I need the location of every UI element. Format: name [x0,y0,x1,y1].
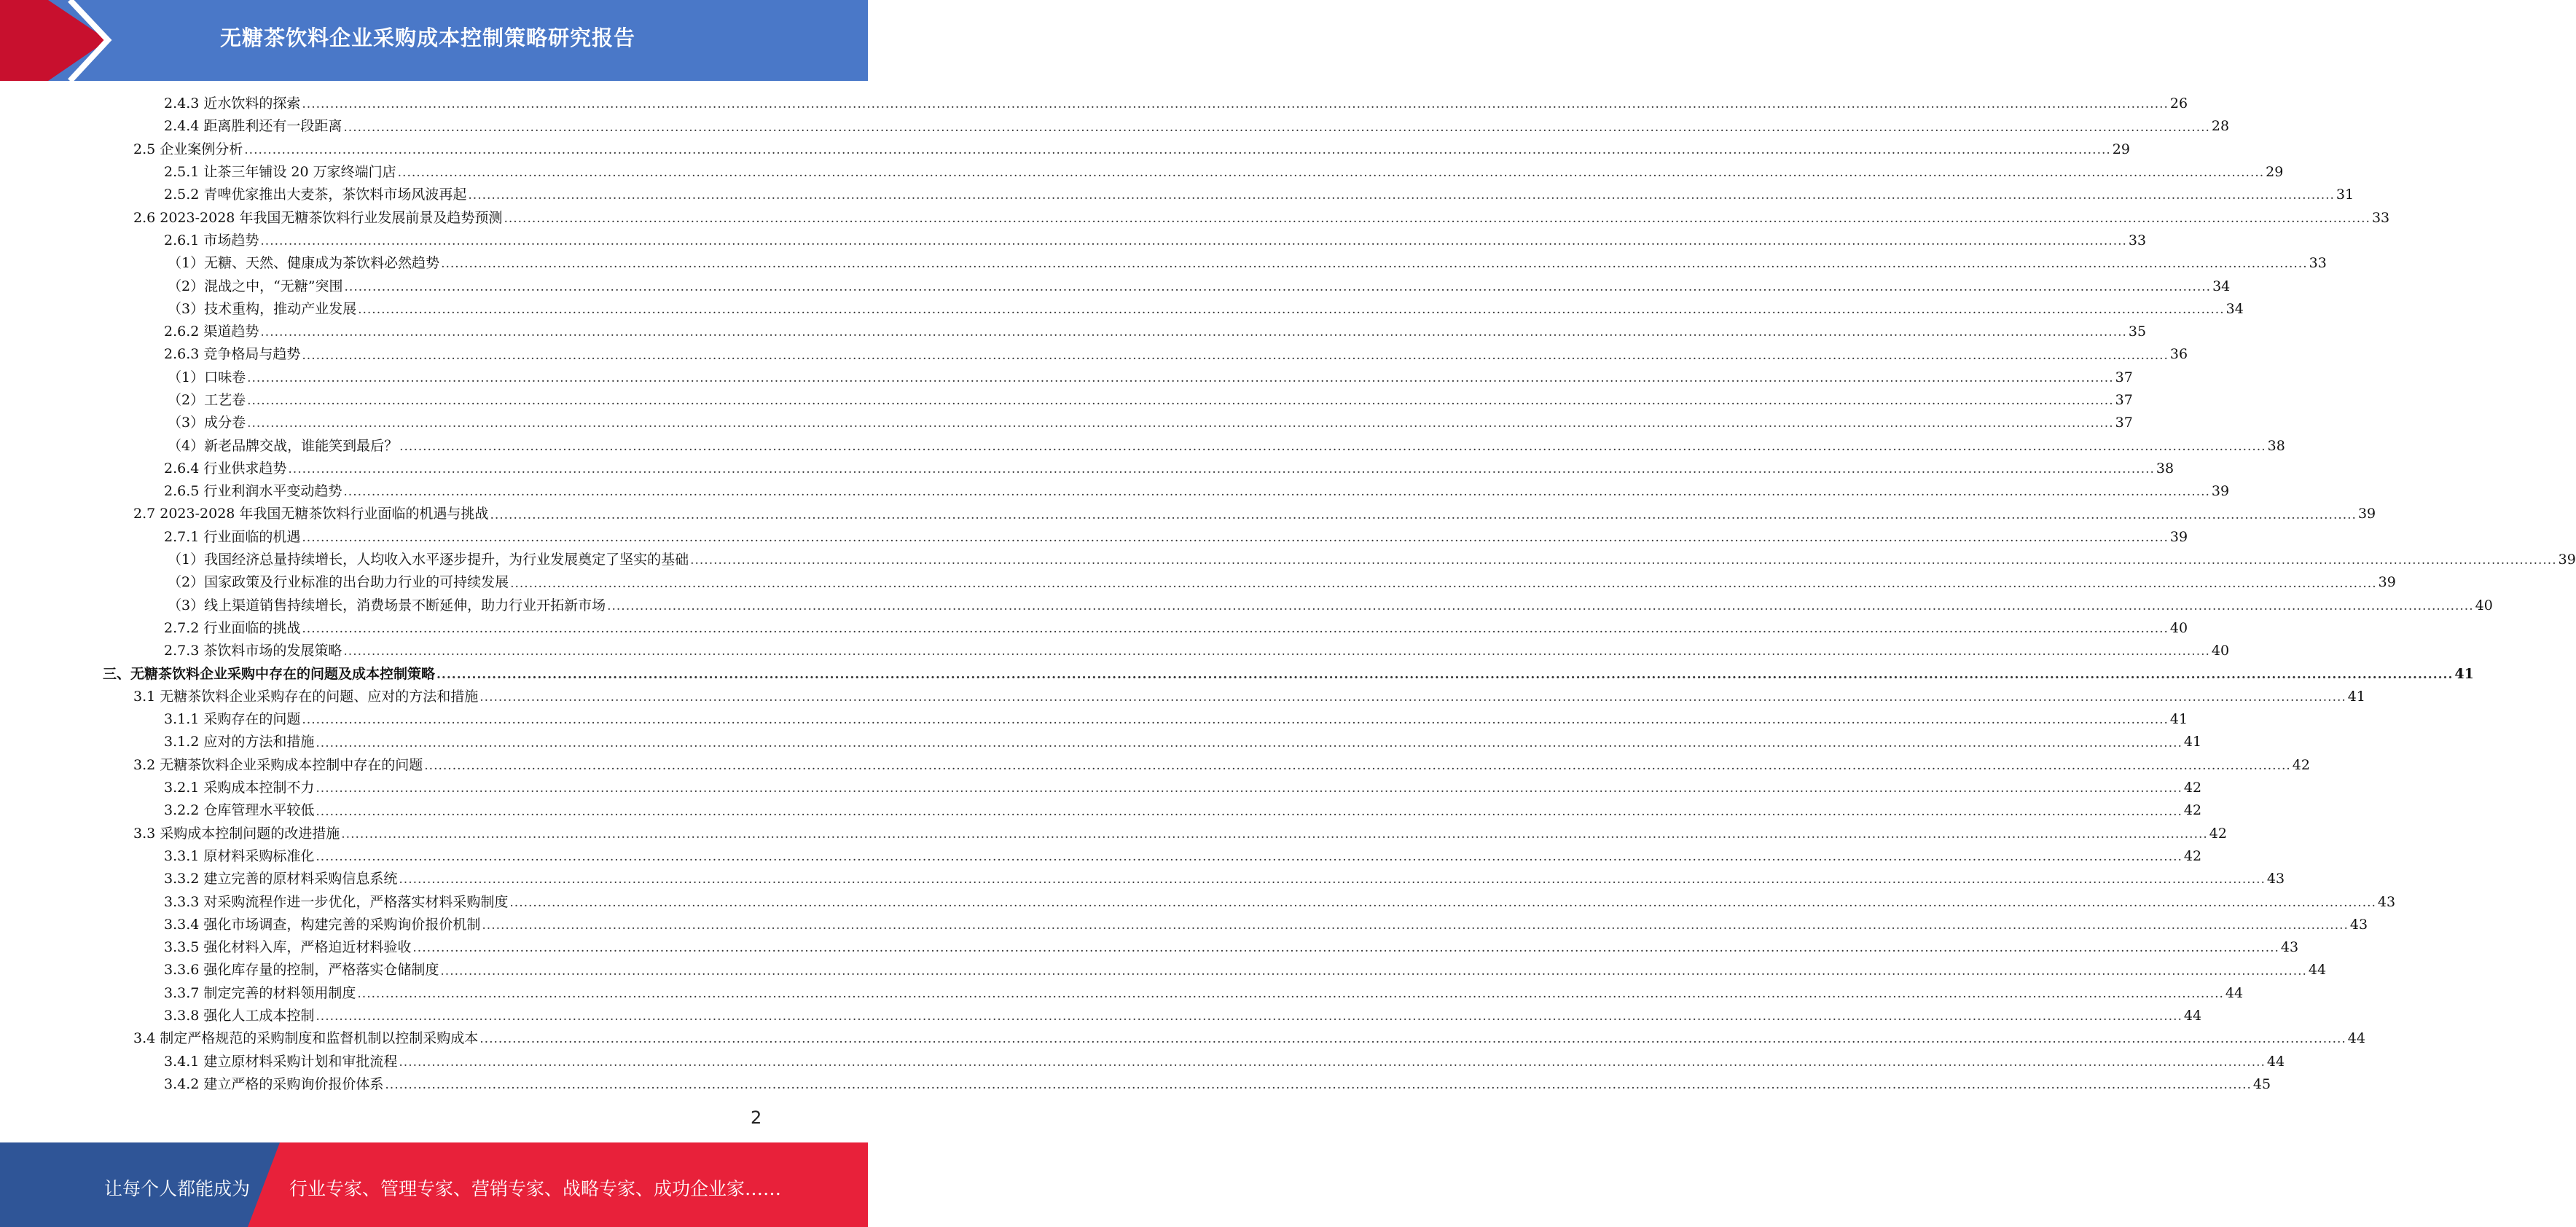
toc-dot-leader: ................................................................................................................................................................................................................................................................................................................................................................................................................ [260,234,2127,249]
toc-dot-leader: ................................................................................................................................................................................................................................................................................................................................................................................................................ [341,826,2208,842]
toc-entry-label: 3.2.2 仓库管理水平较低 [164,802,315,819]
toc-entry[interactable] [0,115,2230,138]
toc-dot-leader: ................................................................................................................................................................................................................................................................................................................................................................................................................ [316,1009,2182,1024]
toc-entry-page: 40 [2169,619,2188,636]
toc-entry-page: 33 [2371,209,2390,226]
toc-entry-label: 2.7.1 行业面临的机遇 [164,528,301,545]
toc-entry-page: 26 [2169,95,2188,112]
toc-dot-leader: ................................................................................................................................................................................................................................................................................................................................................................................................................ [357,986,2224,1001]
toc-entry[interactable] [0,777,2202,799]
toc-entry-label: 3.4.2 建立严格的采购询价报价体系 [164,1075,384,1092]
toc-entry-page: 39 [2378,574,2396,591]
toc-entry[interactable] [0,731,2202,753]
toc-dot-leader: ................................................................................................................................................................................................................................................................................................................................................................................................................ [479,1032,2346,1047]
toc-entry-page: 39 [2211,483,2230,500]
toc-dot-leader: ................................................................................................................................................................................................................................................................................................................................................................................................................ [358,302,2225,317]
toc-chapter-entry[interactable] [0,662,2474,685]
toc-dot-leader: ................................................................................................................................................................................................................................................................................................................................................................................................................ [436,667,2454,682]
toc-entry[interactable] [0,503,2376,525]
toc-entry[interactable] [0,571,2396,594]
toc-entry[interactable] [0,526,2188,549]
toc-entry[interactable] [0,549,2576,571]
toc-dot-leader: ................................................................................................................................................................................................................................................................................................................................................................................................................ [316,804,2182,819]
toc-entry-page: 31 [2336,187,2354,203]
toc-dot-leader: ................................................................................................................................................................................................................................................................................................................................................................................................................ [316,781,2182,796]
toc-entry-label: 2.6.4 行业供求趋势 [164,460,287,477]
toc-entry-label: （2）国家政策及行业标准的出台助力行业的可持续发展 [168,574,509,591]
toc-dot-leader: ................................................................................................................................................................................................................................................................................................................................................................................................................ [247,370,2114,385]
toc-entry[interactable] [0,890,2396,913]
toc-entry-page: 39 [2357,506,2376,522]
toc-entry[interactable] [0,799,2202,822]
toc-entry-label: 3.3.5 强化材料入库，严格迫近材料验收 [164,939,412,956]
toc-dot-leader: ................................................................................................................................................................................................................................................................................................................................................................................................................ [690,553,2557,568]
toc-dot-leader: ................................................................................................................................................................................................................................................................................................................................................................................................................ [468,188,2335,203]
toc-entry-label: 3.3 采购成本控制问题的改进措施 [133,825,340,842]
toc-entry-label: 2.7.3 茶饮料市场的发展策略 [164,643,342,659]
toc-entry-label: （4）新老品牌交战，谁能笑到最后？ [168,437,399,454]
toc-entry-page: 40 [2475,597,2493,614]
toc-entry[interactable] [0,138,2130,161]
toc-entry-page: 37 [2115,369,2133,385]
toc-entry-label: 3.3.6 强化库存量的控制，严格落实仓储制度 [164,962,439,979]
toc-entry[interactable] [0,686,2365,708]
toc-entry[interactable] [0,1050,2285,1073]
toc-dot-leader: ................................................................................................................................................................................................................................................................................................................................................................................................................ [260,325,2127,340]
toc-entry[interactable] [0,275,2231,297]
toc-dot-leader: ................................................................................................................................................................................................................................................................................................................................................................................................................ [412,941,2279,956]
toc-dot-leader: ................................................................................................................................................................................................................................................................................................................................................................................................................ [247,416,2114,431]
toc-entry-label: 2.4.4 距离胜利还有一段距离 [164,118,342,135]
toc-entry-page: 34 [2212,278,2231,294]
toc-entry-label: 2.6.2 渠道趋势 [164,324,259,340]
toc-dot-leader: ................................................................................................................................................................................................................................................................................................................................................................................................................ [441,256,2308,272]
toc-entry[interactable] [0,321,2147,343]
toc-entry-page: 34 [2225,300,2244,317]
toc-dot-leader: ................................................................................................................................................................................................................................................................................................................................................................................................................ [440,963,2307,979]
toc-entry-label: （1）口味卷 [168,369,246,385]
toc-entry-label: 2.7 2023-2028 年我国无糖茶饮料行业面临的机遇与挑战 [133,506,489,522]
toc-entry-page: 44 [2266,1053,2285,1070]
toc-entry-label: 3.1.1 采购存在的问题 [164,711,301,728]
toc-entry[interactable] [0,412,2133,434]
toc-entry-page: 38 [2156,460,2174,477]
toc-entry-label: 2.6.1 市场趋势 [164,232,259,248]
toc-entry-page: 37 [2115,415,2133,431]
toc-entry[interactable] [0,206,2390,229]
toc-dot-leader: ................................................................................................................................................................................................................................................................................................................................................................................................................ [509,895,2376,910]
toc-entry-page: 42 [2183,780,2202,796]
toc-entry-label: 3.3.3 对采购流程作进一步优化，严格落实材料采购制度 [164,893,509,910]
toc-entry[interactable] [0,252,2327,275]
toc-dot-leader: ................................................................................................................................................................................................................................................................................................................................................................................................................ [288,462,2155,477]
toc-entry[interactable] [0,184,2354,206]
toc-entry-label: 3.1 无糖茶饮料企业采购存在的问题、应对的方法和措施 [133,688,479,705]
page-header [0,0,868,81]
toc-dot-leader: ................................................................................................................................................................................................................................................................................................................................................................................................................ [385,1078,2252,1093]
toc-entry-page: 33 [2309,255,2327,272]
toc-entry-page: 40 [2211,643,2230,659]
toc-entry-page: 44 [2183,1008,2202,1024]
toc-entry-label: 2.4.3 近水饮料的探索 [164,95,301,112]
toc-entry-label: 2.6.5 行业利润水平变动趋势 [164,483,342,500]
toc-dot-leader: ................................................................................................................................................................................................................................................................................................................................................................................................................ [399,872,2266,887]
toc-entry[interactable] [0,595,2493,617]
toc-entry[interactable] [0,914,2368,936]
toc-entry[interactable] [0,480,2230,503]
document-title: 无糖茶饮料企业采购成本控制策略研究报告 [220,26,636,50]
toc-dot-leader: ................................................................................................................................................................................................................................................................................................................................................................................................................ [316,735,2182,750]
toc-entry[interactable] [0,754,2310,777]
toc-entry[interactable] [0,458,2174,480]
toc-entry-page: 28 [2211,118,2230,135]
toc-dot-leader: ................................................................................................................................................................................................................................................................................................................................................................................................................ [482,917,2349,933]
toc-entry-label: （1）我国经济总量持续增长，人均收入水平逐步提升，为行业发展奠定了坚实的基础 [168,552,689,568]
toc-dot-leader: ................................................................................................................................................................................................................................................................................................................................................................................................................ [302,97,2169,112]
toc-entry-label: （2）工艺卷 [168,392,246,408]
toc-entry-label: 3.2.1 采购成本控制不力 [164,780,315,796]
toc-dot-leader: ................................................................................................................................................................................................................................................................................................................................................................................................................ [607,598,2474,614]
table-of-contents [0,93,2576,1096]
toc-entry-label: 2.6 2023-2028 年我国无糖茶饮料行业发展前景及趋势预测 [133,209,503,226]
toc-entry[interactable] [0,1073,2271,1096]
toc-entry-label: （3）成分卷 [168,415,246,431]
footer-slogan-lead: 让每个人都能成为 [104,1178,251,1199]
toc-dot-leader: ................................................................................................................................................................................................................................................................................................................................................................................................................ [397,165,2265,181]
toc-dot-leader: ................................................................................................................................................................................................................................................................................................................................................................................................................ [344,279,2212,294]
page-number: 2 [751,1108,762,1128]
toc-entry-label: （1）无糖、天然、健康成为茶饮料必然趋势 [168,255,440,272]
toc-entry-label: （3）技术重构，推动产业发展 [168,300,357,317]
toc-entry[interactable] [0,982,2244,1005]
toc-dot-leader: ................................................................................................................................................................................................................................................................................................................................................................................................................ [302,530,2169,545]
toc-entry-page: 41 [2454,665,2474,682]
toc-entry-page: 36 [2169,346,2188,363]
toc-entry-page: 29 [2112,141,2130,157]
toc-entry-page: 42 [2183,802,2202,819]
toc-entry-page: 42 [2209,825,2227,842]
toc-dot-leader: ................................................................................................................................................................................................................................................................................................................................................................................................................ [302,348,2169,363]
toc-entry[interactable] [0,1027,2365,1050]
toc-dot-leader: ................................................................................................................................................................................................................................................................................................................................................................................................................ [302,713,2169,728]
toc-entry-label: 3.4 制定严格规范的采购制度和监督机制以控制采购成本 [133,1030,479,1047]
toc-entry-label: 3.3.1 原材料采购标准化 [164,847,315,864]
toc-dot-leader: ................................................................................................................................................................................................................................................................................................................................................................................................................ [399,1054,2266,1070]
toc-entry-label: 三、无糖茶饮料企业采购中存在的问题及成本控制策略 [103,665,436,682]
toc-entry-page: 42 [2292,756,2310,773]
toc-entry-label: 2.5 企业案例分析 [133,141,243,157]
toc-entry-label: 2.6.3 竞争格局与趋势 [164,346,301,363]
toc-entry-page: 29 [2266,164,2284,181]
toc-entry-label: 2.5.2 青啤优家推出大麦茶，茶饮料市场风波再起 [164,187,467,203]
toc-entry-page: 41 [2169,711,2188,728]
toc-entry[interactable] [0,959,2327,981]
toc-entry-label: 3.3.2 建立完善的原材料采购信息系统 [164,871,398,887]
toc-entry-label: 2.5.1 让茶三年铺设 20 万家终端门店 [164,164,396,181]
toc-dot-leader: ................................................................................................................................................................................................................................................................................................................................................................................................................ [343,119,2210,135]
toc-entry[interactable] [0,343,2188,366]
toc-dot-leader: ................................................................................................................................................................................................................................................................................................................................................................................................................ [343,485,2210,500]
toc-dot-leader: ................................................................................................................................................................................................................................................................................................................................................................................................................ [424,758,2291,773]
toc-entry[interactable] [0,161,2284,184]
toc-dot-leader: ................................................................................................................................................................................................................................................................................................................................................................................................................ [490,507,2357,522]
toc-entry-label: （3）线上渠道销售持续增长，消费场景不断延伸，助力行业开拓新市场 [168,597,606,614]
toc-entry-page: 39 [2169,528,2188,545]
toc-entry[interactable] [0,708,2188,731]
toc-entry[interactable] [0,434,2285,457]
toc-entry-page: 38 [2267,437,2285,454]
toc-entry[interactable] [0,640,2230,662]
toc-entry-page: 41 [2183,734,2202,750]
toc-entry[interactable] [0,389,2133,412]
toc-entry-page: 44 [2308,962,2327,979]
toc-entry-page: 39 [2558,552,2576,568]
toc-entry-page: 42 [2183,847,2202,864]
toc-entry-label: 3.2 无糖茶饮料企业采购成本控制中存在的问题 [133,756,423,773]
toc-entry[interactable] [0,366,2133,389]
toc-entry-page: 44 [2347,1030,2365,1047]
toc-dot-leader: ................................................................................................................................................................................................................................................................................................................................................................................................................ [247,393,2114,409]
toc-entry-label: 2.7.2 行业面临的挑战 [164,619,301,636]
toc-entry-label: 3.4.1 建立原材料采购计划和审批流程 [164,1053,398,1070]
toc-entry[interactable] [0,617,2188,640]
toc-entry-label: 3.3.7 制定完善的材料领用制度 [164,984,356,1001]
toc-dot-leader: ................................................................................................................................................................................................................................................................................................................................................................................................................ [504,211,2371,226]
toc-dot-leader: ................................................................................................................................................................................................................................................................................................................................................................................................................ [244,142,2111,157]
toc-entry-page: 37 [2115,392,2133,408]
toc-entry-label: 3.1.2 应对的方法和措施 [164,734,315,750]
toc-entry-label: （2）混战之中，“无糖”突围 [168,278,343,294]
toc-dot-leader: ................................................................................................................................................................................................................................................................................................................................................................................................................ [399,439,2266,454]
toc-entry[interactable] [0,1005,2202,1027]
toc-entry-page: 43 [2280,939,2299,956]
toc-entry-label: 3.3.8 强化人工成本控制 [164,1008,315,1024]
toc-entry-page: 43 [2349,916,2368,933]
footer-slogan-roles: 行业专家、管理专家、营销专家、战略专家、成功企业家…… [289,1178,782,1199]
toc-dot-leader: ................................................................................................................................................................................................................................................................................................................................................................................................................ [316,850,2182,865]
toc-entry[interactable] [0,823,2227,845]
toc-dot-leader: ................................................................................................................................................................................................................................................................................................................................................................................................................ [510,576,2377,591]
toc-entry[interactable] [0,936,2299,959]
toc-entry[interactable] [0,868,2285,890]
toc-entry-page: 43 [2377,893,2396,910]
toc-entry-page: 33 [2128,232,2147,248]
toc-dot-leader: ................................................................................................................................................................................................................................................................................................................................................................................................................ [479,690,2346,705]
toc-dot-leader: ................................................................................................................................................................................................................................................................................................................................................................................................................ [302,622,2169,637]
toc-entry-page: 35 [2128,324,2147,340]
toc-entry-label: 3.3.4 强化市场调查，构建完善的采购询价报价机制 [164,916,481,933]
page-footer [0,1142,868,1227]
toc-entry[interactable] [0,845,2202,868]
toc-entry[interactable] [0,93,2188,115]
toc-entry[interactable] [0,230,2147,252]
toc-entry-page: 44 [2225,984,2244,1001]
toc-entry-page: 45 [2252,1075,2271,1092]
toc-dot-leader: ................................................................................................................................................................................................................................................................................................................................................................................................................ [343,644,2210,659]
toc-entry-page: 41 [2347,688,2365,705]
toc-entry-page: 43 [2266,871,2285,887]
toc-entry[interactable] [0,298,2244,321]
